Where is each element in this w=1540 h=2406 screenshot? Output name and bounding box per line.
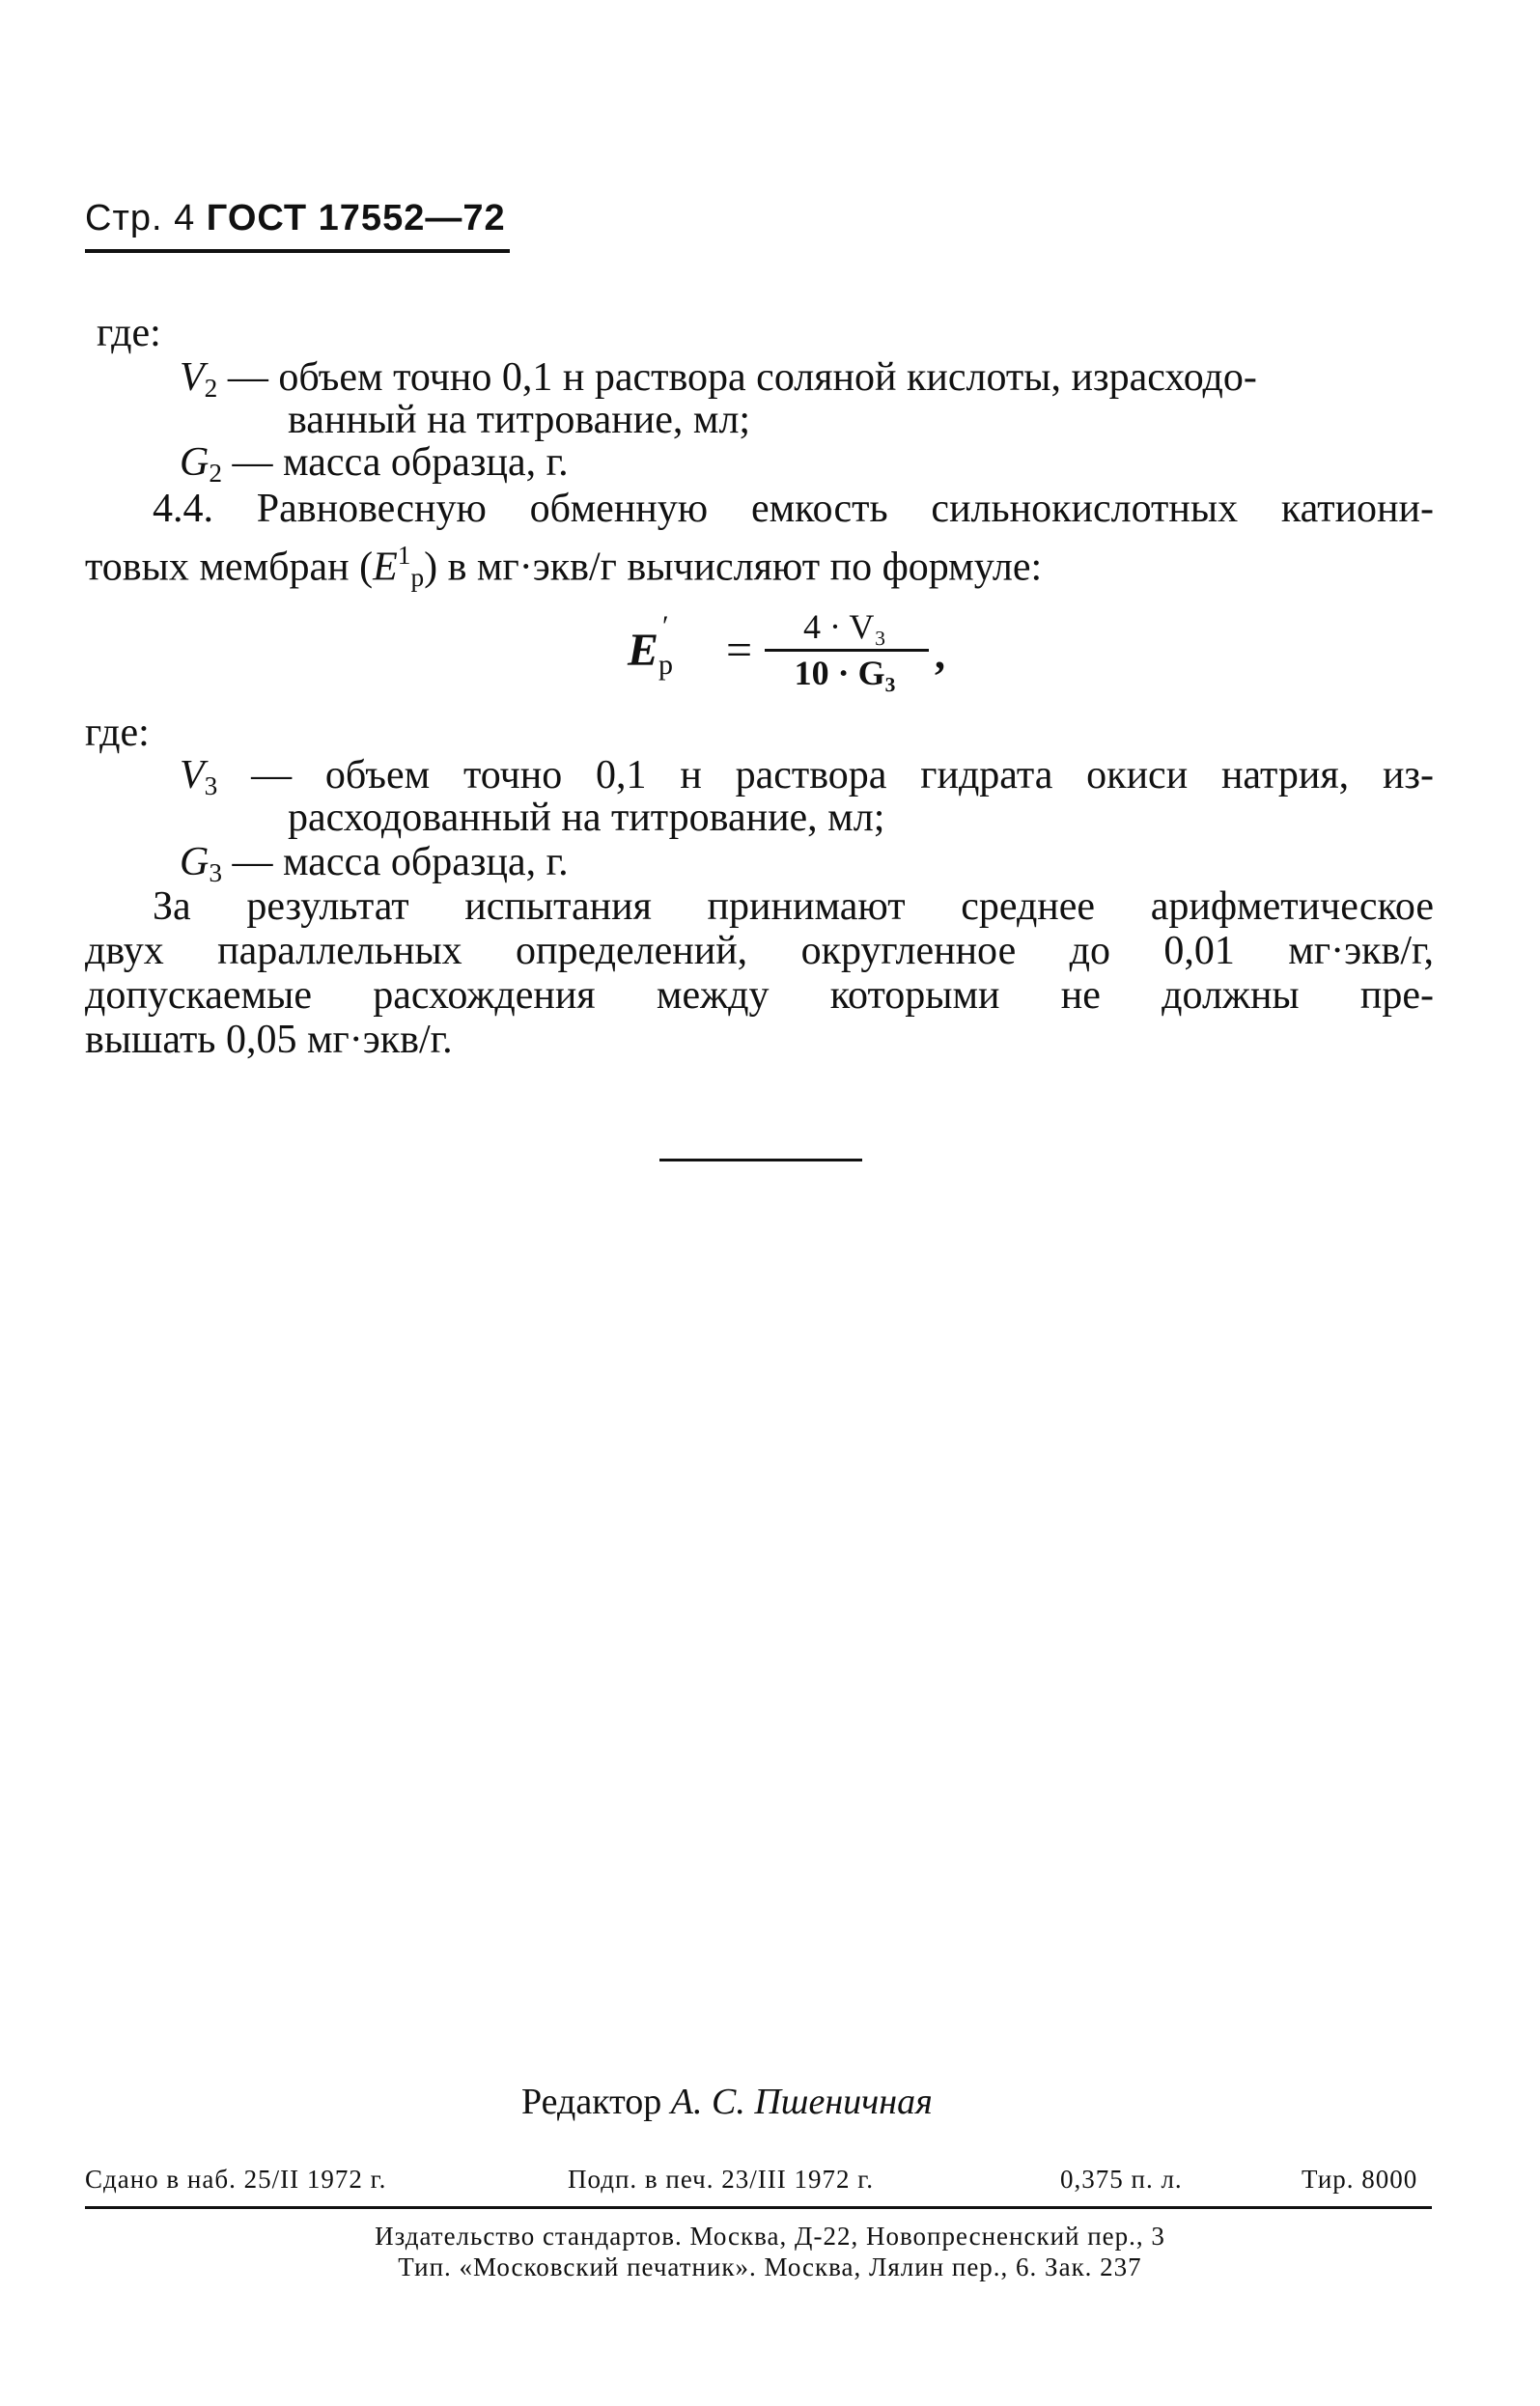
g3-symbol: G — [180, 840, 210, 884]
paragraph-4-4-line-2 — [85, 533, 1042, 600]
page-number: Стр. 4 — [85, 198, 196, 238]
end-of-text-rule — [659, 1159, 862, 1161]
v3-text-b: расходованный на титрование, мл; — [288, 796, 885, 840]
v2-symbol: V — [180, 355, 205, 400]
printed-sheets: 0,375 п. л. — [1060, 2165, 1183, 2194]
where-label-1: где: — [97, 311, 161, 355]
publisher-line-1: Издательство стандартов. Москва, Д-22, Новопресненский пер., 3 — [375, 2222, 1165, 2251]
g3-text: — масса образца, г. — [232, 840, 569, 884]
e-superscript: 1 — [397, 541, 411, 570]
editor-credit — [521, 2081, 933, 2123]
v3-text-a: — объем точно 0,1 н раствора гидрата окиси натрия, из- — [251, 753, 1434, 797]
g2-text: — масса образца, г. — [232, 440, 569, 485]
formula-lhs-subscript: p — [658, 649, 674, 681]
standard-number: ГОСТ 17552—72 — [206, 198, 506, 238]
header-rule — [85, 249, 510, 253]
v2-text-a: — объем точно 0,1 н раствора соляной кислоты, израсходо- — [227, 355, 1257, 400]
g2-symbol: G — [180, 440, 210, 485]
formula-lhs-prime: ′ — [662, 610, 669, 642]
formula-equals: = — [726, 625, 753, 676]
editor-label: Редактор — [521, 2082, 662, 2122]
formula-lhs-symbol: E — [628, 625, 659, 676]
p44-text-pre: товых мембран ( — [85, 545, 374, 590]
formula-denominator: 10 · G₃ — [794, 654, 896, 692]
e-symbol: E — [373, 545, 398, 590]
v3-symbol: V — [180, 753, 205, 797]
page-header — [85, 198, 506, 239]
v2-subscript: 2 — [204, 373, 218, 403]
formula-fraction-bar — [765, 649, 929, 652]
editor-name: А. С. Пшеничная — [670, 2082, 933, 2122]
signed-for-print: Подп. в печ. 23/III 1972 г. — [568, 2165, 874, 2194]
paragraph-4-4-line-1: 4.4. Равновесную обменную емкость сильнокислотных катиони- — [153, 487, 1434, 531]
result-line-2: двух параллельных определений, округленное до 0,01 мг·экв/г, — [85, 929, 1434, 973]
imprint-line — [85, 2165, 1432, 2203]
print-run: Тир. 8000 — [1302, 2165, 1418, 2194]
where-label-2: где: — [85, 711, 150, 755]
formula-comma: , — [935, 630, 945, 678]
publisher-line-2: Тип. «Московский печатник». Москва, Лялин пер., 6. Зак. 237 — [398, 2252, 1142, 2281]
imprint-rule — [85, 2206, 1432, 2209]
e-subscript: p — [410, 563, 425, 593]
capacity-formula — [628, 606, 975, 693]
g3-subscript: 3 — [209, 857, 222, 887]
result-line-4: вышать 0,05 мг·экв/г. — [85, 1018, 453, 1062]
result-line-1: За результат испытания принимают среднее арифметическое — [153, 884, 1434, 929]
g2-subscript: 2 — [209, 458, 222, 488]
formula-numerator: 4 · V₃ — [803, 607, 886, 646]
sent-to-typesetting: Сдано в наб. 25/II 1972 г. — [85, 2165, 387, 2194]
formula-lhs — [628, 610, 674, 682]
v2-text-b: ванный на титрование, мл; — [288, 398, 751, 442]
p44-text-post: ) в мг·экв/г вычисляют по формуле: — [424, 545, 1043, 590]
result-line-3: допускаемые расхождения между которыми не должны пре- — [85, 973, 1434, 1018]
v3-subscript: 3 — [204, 770, 218, 800]
